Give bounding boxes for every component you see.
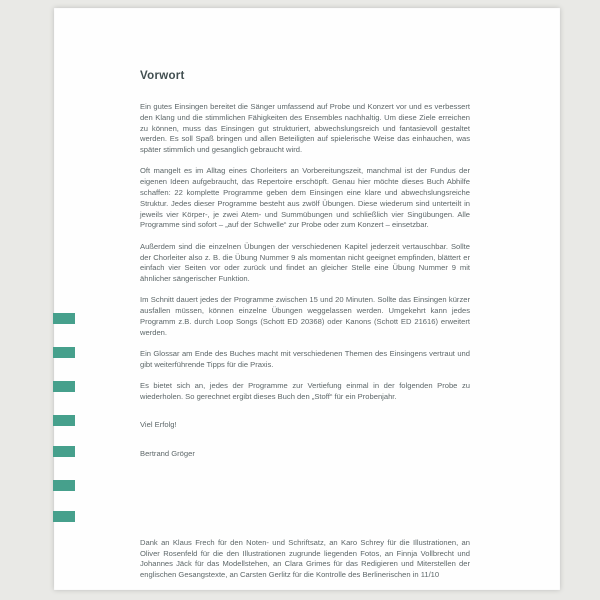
- page-title: Vorwort: [140, 70, 185, 82]
- paragraph: Ein gutes Einsingen bereitet die Sänger umfassend auf Probe und Konzert vor und es verbessert den Klang und die stimmlichen Fähigkeiten des Ensembles nachhaltig. Um diese Ziele erreichen zu können, muss das Einsingen gut strukturiert, abwechslungsreich und fantasievoll gestaltet werden. Es soll Spaß bringen und allen Beteiligten auf spielerische Weise das einhauchen, was später stimmlich und gesanglich gebraucht wird.: [140, 102, 470, 155]
- paragraph: Außerdem sind die einzelnen Übungen der verschiedenen Kapitel jederzeit vertauschbar. Sollte der Chorleiter also z. B. die Übung Nummer 9 als momentan nicht geeignet empfinden, blättert er einfach vier Seiten vor oder zurück und findet an gleicher Stelle eine Übung Nummer 9 mit ähnlicher sängerischer Funktion.: [140, 241, 470, 284]
- foreword-body: [140, 102, 470, 403]
- closing-text: Viel Erfolg!: [140, 419, 177, 429]
- paragraph: Es bietet sich an, jedes der Programme zur Vertiefung einmal in der folgenden Probe zu wiederholen. So gerechnet ergibt dieses Buch den „Stoff“ für ein Probenjahr.: [140, 381, 470, 402]
- page-content: [54, 8, 560, 590]
- paragraph: Im Schnitt dauert jedes der Programme zwischen 15 und 20 Minuten. Sollte das Einsingen kürzer ausfallen müssen, können einzelne Übungen weggelassen werden. Umgekehrt kann jedes Programm z.B. durch Loop Songs (Schott ED 20368) oder Kanons (Schott ED 21616) erweitert werden.: [140, 295, 470, 337]
- author-name: Bertrand Gröger: [140, 448, 195, 458]
- paragraph: Oft mangelt es im Alltag eines Chorleiters an Vorbereitungszeit, manchmal ist der Fundus der eigenen Ideen aufgebraucht, das Repertoire erschöpft. Genau hier möchte dieses Buch Abhilfe schaffen: 22 komplette Programme geben dem Einsingen eine klare und abwechslungsreiche Struktur. Jedes dieser Programme besteht aus zwölf Übungen. Diese wiederum sind unterteilt in jeweils vier Körper-, je zwei Atem- und Summübungen und schließlich vier Singübungen. Alle Programme sind sofort – „auf der Schwelle“ zur Probe oder zum Konzert – einsetzbar.: [140, 166, 470, 230]
- acknowledgments-text: Dank an Klaus Frech für den Noten- und Schriftsatz, an Karo Schrey für die Illustrationen, an Oliver Rosenfeld für die den Illustrationen zugrunde liegenden Fotos, an Finnja Vollbrecht und Johannes Jäck für das Modellstehen, an Clara Grimes für das Redigieren und Miterstellen der englischen Gesangstexte, an Carsten Gerlitz für die Kontrolle des Berlinerischen in 11/10: [140, 537, 470, 580]
- paragraph: Ein Glossar am Ende des Buches macht mit verschiedenen Themen des Einsingens vertraut und gibt weiterführende Tipps für die Praxis.: [140, 349, 470, 369]
- book-page: [54, 8, 560, 590]
